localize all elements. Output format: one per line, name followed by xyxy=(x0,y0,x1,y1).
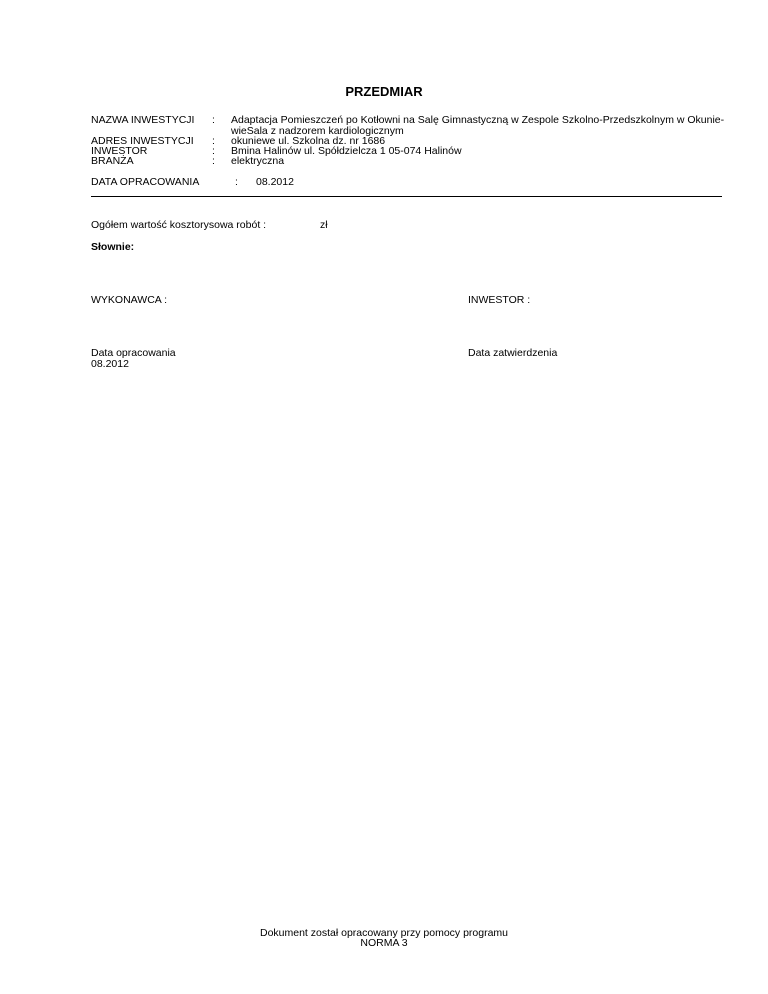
branch-value: elektryczna xyxy=(231,155,285,167)
address-colon: : xyxy=(212,135,215,147)
signature-investor-label: INWESTOR : xyxy=(468,294,531,306)
prep-date-value: 08.2012 xyxy=(256,176,294,188)
branch-colon: : xyxy=(212,155,215,167)
investor-label: INWESTOR xyxy=(91,145,148,157)
branch-label: BRANŻA xyxy=(91,155,134,167)
currency-label: zł xyxy=(320,219,328,231)
signature-prep-date-label: Data opracowania xyxy=(91,347,176,359)
footer-line1: Dokument został opracowany przy pomocy programu xyxy=(259,927,509,939)
investment-name-colon: : xyxy=(212,114,215,126)
address-value: okuniewe ul. Szkolna dz. nr 1686 xyxy=(231,135,386,147)
approval-date-label: Data zatwierdzenia xyxy=(468,347,558,359)
investor-value: Bmina Halinów ul. Spółdzielcza 1 05-074 Halinów xyxy=(231,145,462,157)
divider-line xyxy=(91,196,722,197)
address-label: ADRES INWESTYCJI xyxy=(91,135,194,147)
prep-date-label: DATA OPRACOWANIA xyxy=(91,176,200,188)
investment-name-value-line1: Adaptacja Pomieszczeń po Kotłowni na Salę Gimnastyczną w Zespole Szkolno-Przedszkolnym w Okunie- xyxy=(231,114,725,126)
in-words-label: Słownie: xyxy=(91,241,135,253)
contractor-label: WYKONAWCA : xyxy=(91,294,168,306)
signature-prep-date-value: 08.2012 xyxy=(91,358,129,370)
prep-date-colon: : xyxy=(235,176,238,188)
document-title: PRZEDMIAR xyxy=(345,84,423,99)
investment-name-value-line2: wieSala z nadzorem kardiologicznym xyxy=(231,125,404,137)
footer-line2: NORMA 3 xyxy=(360,937,408,949)
investor-colon: : xyxy=(212,145,215,157)
investment-name-label: NAZWA INWESTYCJI xyxy=(91,114,195,126)
total-value-label: Ogółem wartość kosztorysowa robót : xyxy=(91,219,267,231)
